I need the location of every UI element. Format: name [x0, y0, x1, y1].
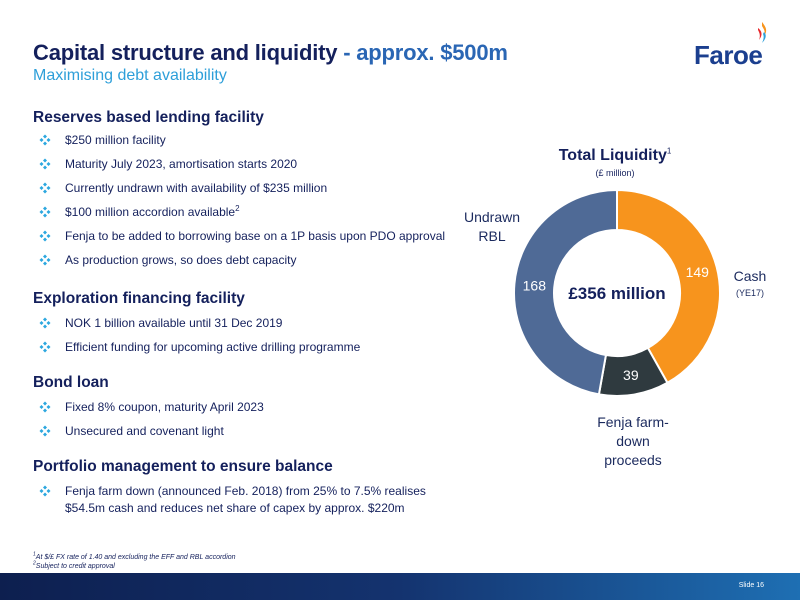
- diamond-bullet-icon: [39, 158, 51, 170]
- list-item: Maturity July 2023, amortisation starts 2020: [33, 156, 445, 180]
- bullet-list: [33, 399, 264, 447]
- bullet-list: [33, 483, 426, 517]
- diamond-bullet-icon: [39, 182, 51, 194]
- section-bond: [33, 374, 264, 447]
- slide-title: [33, 40, 508, 66]
- section-heading: Bond loan: [33, 374, 109, 391]
- data-label: 39: [623, 366, 639, 383]
- footnote-ref: 1: [666, 146, 672, 156]
- list-item: Fixed 8% coupon, maturity April 2023: [33, 399, 264, 423]
- diamond-bullet-icon: [39, 206, 51, 218]
- donut-center-label: £356 million: [568, 284, 666, 303]
- list-item: Efficient funding for upcoming active drilling programme: [33, 339, 360, 363]
- label-cash-sub: (YE17): [735, 288, 764, 298]
- section-eff: [33, 290, 360, 363]
- section-portfolio: [33, 458, 426, 517]
- diamond-bullet-icon: [39, 341, 51, 353]
- faroe-logo: [694, 22, 774, 68]
- footnote-ref: 2: [235, 204, 240, 213]
- diamond-bullet-icon: [39, 485, 51, 497]
- chart-unit: (£ million): [595, 168, 635, 178]
- diamond-bullet-icon: [39, 317, 51, 329]
- list-item: NOK 1 billion available until 31 Dec 2019: [33, 315, 360, 339]
- logo-wordmark: Faroe: [694, 40, 763, 70]
- diamond-bullet-icon: [39, 254, 51, 266]
- diamond-bullet-icon: [39, 134, 51, 146]
- chart-title: Total Liquidity$^1$: [558, 146, 672, 164]
- diamond-bullet-icon: [39, 230, 51, 242]
- section-heading: Reserves based lending facility: [33, 109, 264, 126]
- slide-subtitle: Maximising debt availability: [33, 67, 227, 84]
- data-label: 149: [685, 263, 709, 280]
- title-main: Capital structure and liquidity: [33, 40, 338, 65]
- data-label: 168: [522, 277, 547, 294]
- footnotes: [33, 553, 236, 571]
- bullet-list: [33, 132, 445, 276]
- list-item: $250 million facility: [33, 132, 445, 156]
- label-fenja-proceeds: Fenja farm- down proceeds: [597, 414, 669, 468]
- list-item: Currently undrawn with availability of $235 million: [33, 180, 445, 204]
- list-item: Fenja farm down (announced Feb. 2018) from 25% to 7.5% realises $54.5m cash and reduces net share of capex by approx. $220m: [33, 483, 426, 517]
- title-accent: - approx. $500m: [343, 40, 508, 65]
- footnote-2: $^2$Subject to credit approval: [33, 560, 115, 570]
- liquidity-donut-chart: [500, 182, 740, 412]
- label-cash: Cash: [733, 268, 767, 284]
- diamond-bullet-icon: [39, 401, 51, 413]
- section-heading: Portfolio management to ensure balance: [33, 458, 333, 475]
- list-item: $100 million accordion available$^2$: [33, 204, 445, 228]
- list-item: Unsecured and covenant light: [33, 423, 264, 447]
- footnote-1: $^1$At $/£ FX rate of 1.40 and excluding the EFF and RBL accordion: [33, 551, 236, 561]
- label-undrawn-rbl: Undrawn RBL: [463, 209, 521, 244]
- list-item: Fenja to be added to borrowing base on a 1P basis upon PDO approval: [33, 228, 445, 252]
- list-item: As production grows, so does debt capacity: [33, 252, 445, 276]
- diamond-bullet-icon: [39, 425, 51, 437]
- section-rbl: [33, 109, 445, 276]
- footer-bar: [0, 573, 800, 600]
- slide-number: Slide 16: [738, 582, 764, 589]
- section-heading: Exploration financing facility: [33, 290, 245, 307]
- bullet-list: [33, 315, 360, 363]
